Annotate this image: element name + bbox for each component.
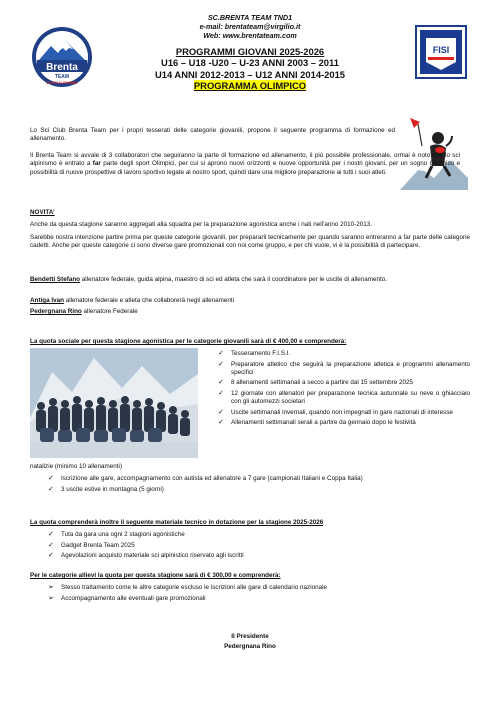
list-item: ✓ Allenamenti settimanali serali a partire da gennaio dopo le festività — [218, 419, 416, 427]
checkmark-icon: ✓ — [48, 485, 54, 493]
title-line-3: U14 ANNI 2012-2013 – U12 ANNI 2014-2015 — [154, 68, 346, 80]
email-line: e-mail: brentateam@virgilio.it — [199, 22, 301, 31]
header-contacts — [150, 13, 350, 40]
intro-far-bold: far — [92, 160, 101, 168]
list-item: ✓ Gadget Brenta Team 2025 — [48, 541, 135, 549]
fisi-logo-text: FISI — [432, 45, 450, 55]
intro-paragraph-2: Il Brenta Team si avvale di 3 collaboratori che seguiranno la parte di formazione ed allenamento, il più possibile professionale, ormai è noto che lo sci alpinismo è entrato a far parte degli sport Olimpici, per cui si aprono nuovi orizzonti e nuove opportunità per i nostri giovani, per un sogno Olimpico e possibilità di nuove prospettive di lavoro sportivo legate al nostro sport, quindi dare una migliore preparazione ai tutti i suoi atleti. — [30, 152, 460, 176]
checkmark-icon: ✓ — [48, 475, 54, 482]
quota2-list — [48, 531, 468, 563]
list-item: ✓ 12 giornate con allenatori per preparazione tecnica autunnale su neve o ghiacciaio con gli automezzi societari — [218, 389, 470, 406]
staff-member-3: Pedergnana Rino allenatore Federale — [30, 308, 138, 315]
staff-member-1: Bendetti Stefano allenatore federale, guida alpina, maestro di sci ed atleta che sarà il coordinatore per le uscite di allenamento. — [30, 276, 388, 283]
checkmark-icon: ✓ — [48, 541, 54, 549]
list-item: ✓ Tesseramento F.I.S.I. — [218, 350, 291, 357]
signature-title: Il Presidente — [231, 633, 269, 640]
list-item: ➢ Accompagnamento alle eventuali gare promozionali — [48, 594, 206, 602]
logo-sub-text: LO SCI ALPINISMO — [46, 81, 78, 85]
quota3-heading: Per le categorie allievi la quota per questa stagione sarà di € 300,00 e comprenderà: — [30, 572, 281, 579]
web-line: Web: www.brentateam.com — [203, 31, 297, 40]
ski-mountaineer-illustration — [400, 112, 468, 190]
list-item: ✓ 3 uscite estive in montagna (5 giorni) — [48, 485, 164, 493]
novita-heading: NOVITA’ — [30, 209, 55, 216]
signature-block — [190, 633, 310, 652]
checkmark-icon: ✓ — [218, 379, 224, 387]
title-line-1: PROGRAMMI GIOVANI 2025-2026 — [175, 46, 325, 57]
list-item: ✓ Iscrizione alle gare, accompagnamento con autista ed allenatore a 7 gare (campionati Italiani e Coppa Italia) — [48, 475, 363, 482]
list-item: ✓ Uscite settimanali invernali, quando non impegnati in gare nazionali di interesse — [218, 408, 453, 416]
title-block — [110, 46, 390, 92]
list-item: ✓ 8 allenamenti settimanali a secco a partire dal 15 settembre 2025 — [218, 379, 414, 387]
checkmark-icon: ✓ — [218, 350, 224, 357]
checkmark-icon: ✓ — [48, 531, 54, 538]
logo-team-text: TEAM — [54, 74, 70, 80]
arrow-bullet-icon: ➢ — [48, 584, 54, 591]
title-line-2: U16 – U18 -U20 – U-23 ANNI 2003 – 2011 — [161, 57, 339, 69]
checkmark-icon: ✓ — [48, 552, 54, 560]
title-line-4: PROGRAMMA OLIMPICO — [193, 80, 307, 92]
team-group-photo — [30, 348, 198, 458]
logo-brenta-text: Brenta — [46, 62, 78, 73]
signature-name: Pedergnana Rino — [224, 643, 276, 651]
checkmark-icon: ✓ — [218, 419, 224, 427]
checkmark-icon: ✓ — [218, 360, 224, 368]
intro-paragraph-1: Lo Sci Club Brenta Team per i propri tesserati delle categorie giovanili, propone il seguente programma di formazione ed allenamento. — [30, 127, 395, 143]
fisi-logo — [412, 22, 470, 82]
quota3-list — [48, 584, 468, 605]
novita-paragraph-2: Sarebbe nostra intenzione partire prima per queste categorie giovanili, per prepararli tecnicamente per quando saranno entreranno a far parte delle categorie cadetti. Anche per queste categorie ci sono diverse gare promozionali con noi come gruppo, e per chi vuole, vi è la possibilità di partecipare. — [30, 234, 470, 250]
arrow-bullet-icon: ➢ — [48, 594, 54, 602]
list-item: ➢ Stesso trattamento come le altre categorie escluso le iscrizioni alle gare di calendario nazionale — [48, 584, 328, 591]
list-item: ✓ Agevolazioni acquisto materiale sci alpinistico riservato agli iscritti — [48, 552, 244, 560]
novita-paragraph-1: Anche da questa stagione saranno aggregati alla squadra per la preparazione agonistica anche i nati nell’anno 2010-2013. — [30, 221, 373, 228]
quota1-list — [218, 350, 470, 430]
brenta-team-logo — [31, 26, 93, 88]
list-item: ✓ Preparatore atletico che seguirà la preparazione atletica e programmi allenamento specifici — [218, 360, 470, 376]
quota1-heading: La quota sociale per questa stagione agonistica per le categorie giovanili sarà di € 400,00 e comprenderà: — [30, 338, 347, 345]
checkmark-icon: ✓ — [218, 408, 224, 416]
checkmark-icon: ✓ — [218, 389, 224, 397]
quota1-continuation: natalizie (minimo 10 allenamenti) — [30, 463, 123, 470]
list-item: ✓ Tuta da gara una ogni 2 stagioni agonistiche — [48, 531, 185, 538]
quota2-heading: La quota comprenderà inoltre il seguente materiale tecnico in dotazione per la stagione 2025-2026 — [30, 519, 324, 526]
club-name: SC.BRENTA TEAM TND1 — [207, 13, 293, 22]
quota1-list-2 — [48, 475, 473, 496]
staff-member-2: Antiga Ivan allenatore federale e atleta che collaborerà negli allenamenti — [30, 297, 235, 304]
